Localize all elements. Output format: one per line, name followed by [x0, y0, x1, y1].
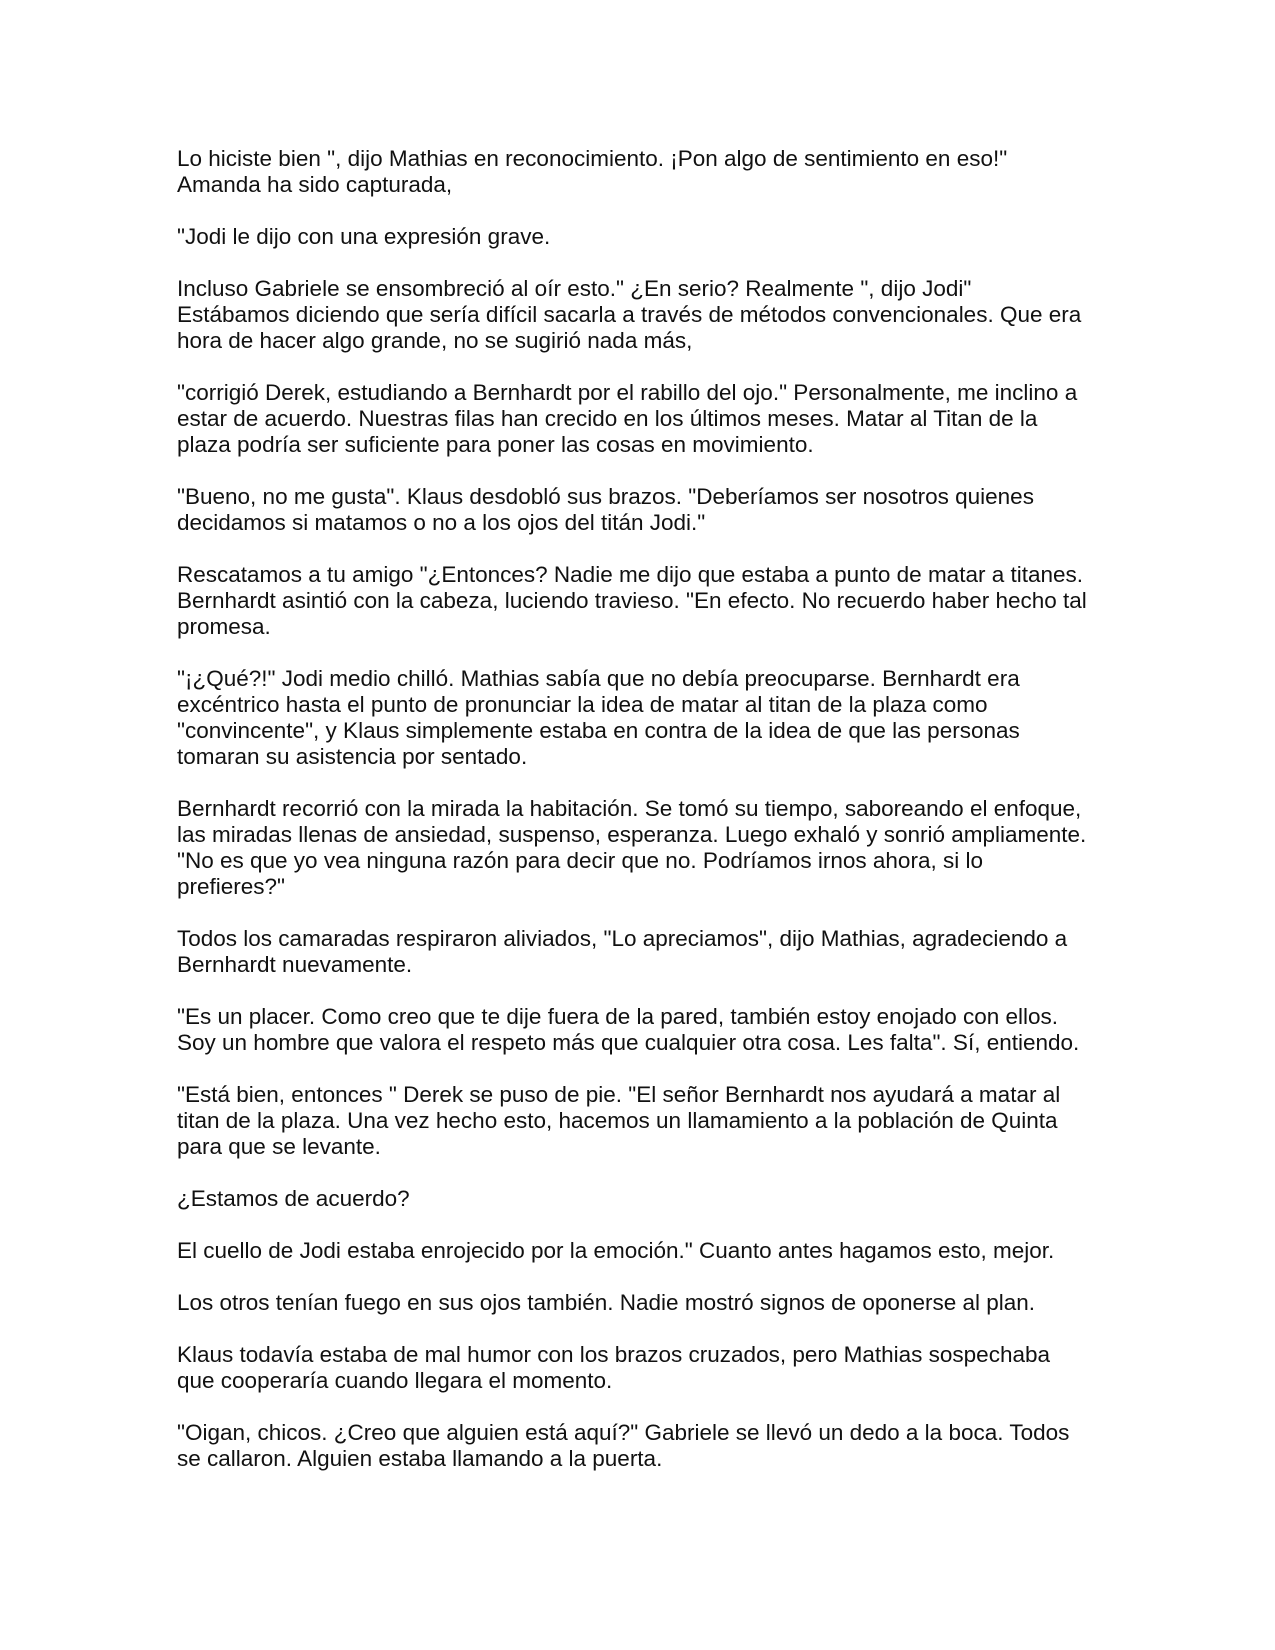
paragraph: Los otros tenían fuego en sus ojos también. Nadie mostró signos de oponerse al plan.	[177, 1290, 1036, 1315]
paragraph: Incluso Gabriele se ensombreció al oír esto." ¿En serio? Realmente ", dijo Jodi" Estábamos diciendo que sería difícil sacarla a través de métodos convencionales. Que era hora de hacer algo grande, no se sugirió nada más,	[177, 276, 1082, 353]
paragraph: El cuello de Jodi estaba enrojecido por la emoción." Cuanto antes hagamos esto, mejor.	[177, 1238, 1055, 1263]
paragraph: Todos los camaradas respiraron aliviados, "Lo apreciamos", dijo Mathias, agradeciendo a Bernhardt nuevamente.	[177, 926, 1068, 977]
paragraph: Bernhardt recorrió con la mirada la habitación. Se tomó su tiempo, saboreando el enfoque, las miradas llenas de ansiedad, suspenso, esperanza. Luego exhaló y sonrió ampliamente. "No es que yo vea ninguna razón para decir que no. Podríamos irnos ahora, si lo prefieres?"	[177, 796, 1087, 899]
paragraph: "Bueno, no me gusta". Klaus desdobló sus brazos. "Deberíamos ser nosotros quienes decidamos si matamos o no a los ojos del titán Jodi."	[177, 484, 1034, 535]
paragraph: "Es un placer. Como creo que te dije fuera de la pared, también estoy enojado con ellos. Soy un hombre que valora el respeto más que cualquier otra cosa. Les falta". Sí, entiendo.	[177, 1004, 1080, 1055]
paragraph: "Está bien, entonces " Derek se puso de pie. "El señor Bernhardt nos ayudará a matar al titan de la plaza. Una vez hecho esto, hacemos un llamamiento a la población de Quinta para que se levante.	[177, 1082, 1061, 1159]
body-text	[177, 146, 1107, 1498]
paragraph: "Jodi le dijo con una expresión grave.	[177, 224, 551, 249]
paragraph: "¡¿Qué?!" Jodi medio chilló. Mathias sabía que no debía preocuparse. Bernhardt era excéntrico hasta el punto de pronunciar la idea de matar al titan de la plaza como "convincente", y Klaus simplemente estaba en contra de la idea de que las personas tomaran su asistencia por sentado.	[177, 666, 1020, 769]
paragraph: "corrigió Derek, estudiando a Bernhardt por el rabillo del ojo." Personalmente, me inclino a estar de acuerdo. Nuestras filas han crecido en los últimos meses. Matar al Titan de la plaza podría ser suficiente para poner las cosas en movimiento.	[177, 380, 1078, 457]
paragraph: Lo hiciste bien ", dijo Mathias en reconocimiento. ¡Pon algo de sentimiento en eso!" Amanda ha sido capturada,	[177, 146, 1008, 197]
paragraph: ¿Estamos de acuerdo?	[177, 1186, 410, 1211]
paragraph: Rescatamos a tu amigo "¿Entonces? Nadie me dijo que estaba a punto de matar a titanes. Bernhardt asintió con la cabeza, luciendo travieso. "En efecto. No recuerdo haber hecho tal promesa.	[177, 562, 1087, 639]
paragraph: Klaus todavía estaba de mal humor con los brazos cruzados, pero Mathias sospechaba que cooperaría cuando llegara el momento.	[177, 1342, 1050, 1393]
paragraph: "Oigan, chicos. ¿Creo que alguien está aquí?" Gabriele se llevó un dedo a la boca. Todos se callaron. Alguien estaba llamando a la puerta.	[177, 1420, 1070, 1471]
